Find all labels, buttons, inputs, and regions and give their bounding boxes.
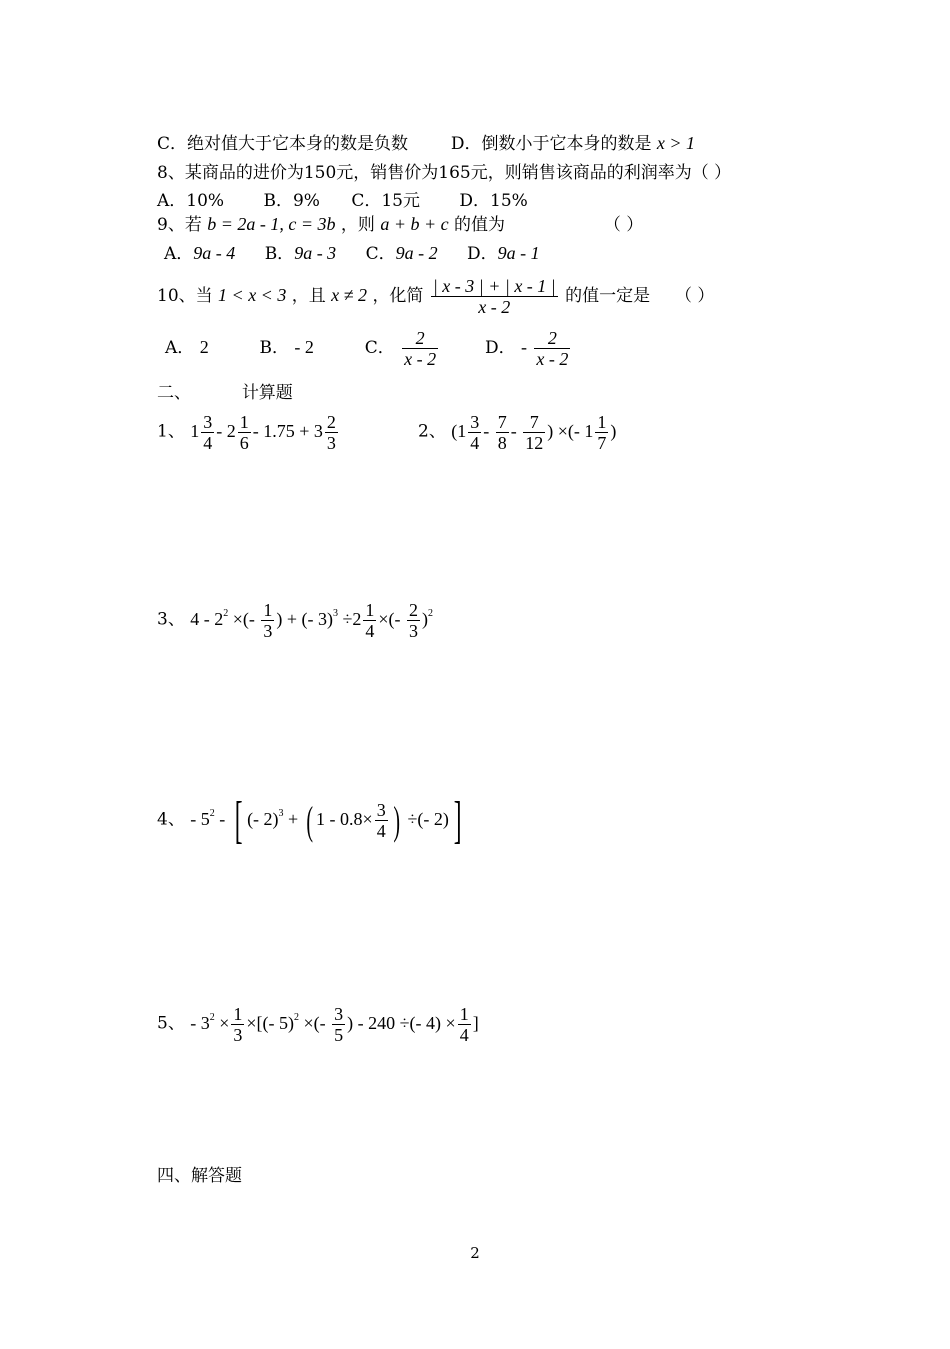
- q10-option-b: - 2: [294, 337, 314, 357]
- calc-5-label: 5、: [157, 1013, 185, 1034]
- q10-suffix: 的值一定是: [565, 286, 651, 306]
- section-2-heading: [157, 382, 293, 404]
- q10-fraction: [431, 276, 558, 317]
- calc-4: [157, 791, 466, 849]
- q10-d-numerator: 2: [534, 328, 570, 349]
- calc-3-label: 3、: [157, 609, 185, 630]
- q9-option-c: 9a - 2: [395, 243, 438, 263]
- section-2-number: 二、: [157, 383, 191, 403]
- q10-mid-2: ，化简: [372, 286, 424, 306]
- option-d-text: D．倒数小于它本身的数是: [450, 134, 652, 154]
- calc-1-label: 1、: [157, 421, 185, 442]
- q10-denominator: x - 2: [478, 297, 511, 317]
- question-9: [157, 213, 643, 236]
- q9-option-a: 9a - 4: [193, 243, 236, 263]
- q10-condition-1: 1 < x < 3: [218, 285, 287, 305]
- q9-label-a: A．: [164, 244, 194, 264]
- q10-option-c: [402, 328, 438, 369]
- q10-numerator: | x - 3 | + | x - 1 |: [432, 276, 556, 296]
- q10-answer-paren: （ ）: [674, 286, 715, 306]
- q9-label-d: D．: [467, 244, 498, 264]
- q10-d-denominator: x - 2: [536, 349, 569, 369]
- q9-condition: b = 2a - 1, c = 3b: [207, 214, 336, 234]
- q10-d-minus: -: [520, 337, 527, 357]
- calc-2-label: 2、: [418, 421, 446, 442]
- q8-option-d: D．15%: [459, 191, 528, 211]
- q9-prefix: 9、若: [157, 215, 202, 235]
- section-4-heading: 四、解答题: [157, 1166, 242, 1186]
- calc-5-expression: - $3^2$ × $\frac{1}{3}$ ×[(- 5)$^2$ ×(- $\frac{3}{5}$ ) - 240 ÷(- 4) × $\frac{1}{4}$ ]: [190, 1004, 479, 1045]
- q10-prefix: 10、当: [157, 286, 213, 306]
- option-c-text: C．绝对值大于它本身的数是负数: [157, 134, 409, 154]
- line-options-c-d: [157, 132, 695, 155]
- page-number: 2: [470, 1244, 480, 1262]
- q8-option-b: B．9%: [263, 191, 320, 211]
- calc-2-expression: (1 $\frac{3}{4}$ - $\frac{7}{8}$ - $\frac{7}{12}$ ) ×(- 1 $\frac{1}{7}$ ): [451, 412, 617, 453]
- q10-label-a: A．: [165, 338, 195, 358]
- q10-mid-1: ，且: [291, 286, 326, 306]
- calc-3-expression: $4 - 2^2$ ×(- $\frac{1}{3}$ ) + (- 3)$^3$ ÷2 $\frac{1}{4}$ ×(- $\frac{2}{3}$ )$^2$: [190, 600, 434, 641]
- q10-condition-2: x ≠ 2: [331, 285, 368, 305]
- q9-suffix: 的值为: [454, 215, 506, 235]
- q9-mid: ，则: [340, 215, 375, 235]
- q10-c-numerator: 2: [402, 328, 438, 349]
- q10-label-d: D．: [484, 338, 516, 358]
- q9-label-c: C．: [365, 244, 396, 264]
- question-8: 8、某商品的进价为150元，销售价为165元，则销售该商品的利润率为（ ）: [157, 163, 732, 183]
- q10-option-a: 2: [199, 337, 209, 357]
- calc-5: [157, 1004, 479, 1045]
- q9-expression: a + b + c: [380, 214, 449, 234]
- q9-label-b: B．: [264, 244, 295, 264]
- option-d-math: x > 1: [656, 133, 696, 153]
- calc-2: [418, 412, 616, 453]
- q9-answer-paren: （ ）: [603, 215, 644, 235]
- q10-label-b: B．: [259, 338, 289, 358]
- question-8-options: [157, 190, 528, 212]
- calc-4-expression: - $5^2$ - [ (- 2)$^3$ + ( 1 - 0.8× $\frac{3}{4}$ ) ÷(- 2)]: [190, 791, 462, 849]
- calc-4-label: 4、: [157, 809, 185, 830]
- calc-3: [157, 600, 433, 641]
- q10-label-c: C．: [364, 338, 395, 358]
- question-9-options: [164, 242, 540, 265]
- q8-option-a: A．10%: [157, 191, 225, 211]
- q10-option-d: [534, 328, 570, 369]
- question-10: [157, 276, 714, 317]
- section-2-title: 计算题: [241, 383, 293, 403]
- q10-c-denominator: x - 2: [404, 349, 437, 369]
- q9-option-b: 9a - 3: [294, 243, 337, 263]
- calc-1-expression: 1 $\frac{3}{4}$ - 2 $\frac{1}{6}$ - 1.75 + 3 $\frac{2}{3}$: [190, 412, 336, 453]
- question-10-options: [165, 328, 572, 369]
- q8-option-c: C．15元: [351, 191, 420, 211]
- calc-1: [157, 412, 340, 453]
- q9-option-d: 9a - 1: [497, 243, 540, 263]
